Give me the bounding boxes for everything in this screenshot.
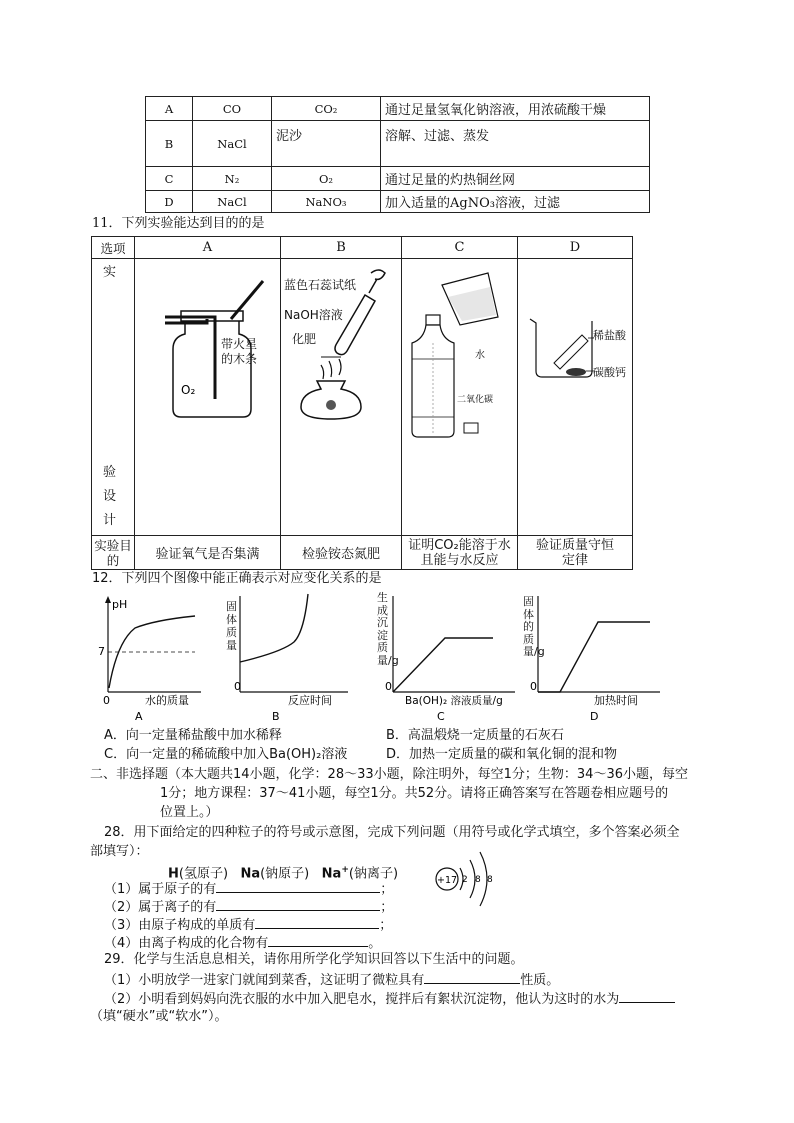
item-end: ； (380, 900, 394, 915)
section2-header-2: 1分；地方课程：37～41小题，每空1分。共52分。请将正确答案写在答题卷相应题号的 (160, 786, 669, 801)
graph-b-ylabel: 固体质量 (226, 600, 237, 652)
figure-a-cell (135, 259, 281, 536)
xlabel: 加热时间 (594, 694, 638, 707)
arrow-icon (105, 596, 111, 603)
origin-label: 0 (234, 680, 241, 693)
impurity-cell: NaNO₃ (272, 191, 381, 213)
q28-item-3 (104, 915, 392, 935)
col-header-a: A (135, 237, 281, 259)
naoh-label: NaOH溶液 (284, 308, 343, 322)
purpose-label: 实验目的 (92, 536, 135, 570)
item-label: （1）属于原子的有 (104, 882, 217, 897)
purpose-a: 验证氧气是否集满 (135, 536, 281, 570)
nucleus-charge: +17 (437, 875, 458, 886)
figure-d-cell (518, 259, 633, 536)
na-ion-charge: + (341, 865, 349, 875)
item-end: 。 (368, 936, 382, 951)
option-cell: A (146, 97, 193, 121)
o2-label: O₂ (181, 383, 196, 397)
oxygen-bottle-figure (135, 259, 272, 531)
q29-stem: 29．化学与生活息息相关，请你用所学化学知识回答以下生活中的问题。 (104, 952, 524, 967)
shell-count: 8 (487, 875, 493, 885)
col-header-c: C (402, 237, 518, 259)
cap-loose (464, 423, 478, 433)
shell-count: 2 (462, 875, 468, 885)
origin-label: 0 (530, 680, 537, 693)
substance-cell: CO (193, 97, 272, 121)
xlabel: 水的质量 (145, 694, 189, 707)
design-char: 实 (103, 265, 117, 280)
method-cell: 加入适量的AgNO₃溶液，过滤 (381, 191, 650, 213)
purpose-b: 检验铵态氮肥 (281, 536, 402, 570)
caco3-label: 碳酸钙 (593, 366, 626, 379)
bottle-cap (426, 315, 440, 325)
flame-icon (321, 359, 341, 379)
mass-conservation-figure (518, 259, 632, 531)
method-cell: 溶解、过滤、蒸发 (381, 121, 650, 167)
graph-b (222, 592, 352, 722)
design-char: 验 (103, 465, 117, 480)
h-name: (氢原子) (178, 866, 229, 882)
graph-c-ylabel: 生成沉淀质量/g (377, 591, 399, 667)
item-end: 性质。 (520, 973, 560, 988)
water-label: 水 (475, 350, 485, 361)
litmus-paper-curl (371, 270, 385, 279)
q28-item-2 (104, 897, 393, 917)
graph-letter: A (135, 710, 143, 722)
splint (231, 281, 263, 319)
graph-letter: B (272, 710, 280, 722)
answer-blank[interactable] (216, 879, 380, 893)
graph-letter: C (437, 710, 445, 722)
q28-item-1 (104, 879, 393, 899)
item-label: （2）小明看到妈妈向洗衣服的水中加入肥皂水，搅拌后有絮状沉淀物，他认为这时的水为 (104, 992, 620, 1007)
litmus-label: 蓝色石蕊试纸 (284, 278, 357, 292)
section2-header: 二、非选择题（本大题共14小题，化学：28～33小题，除注明外，每空1分；生物：34～36小题，每空 (90, 767, 688, 782)
na-ion-name: (钠离子) (348, 866, 399, 882)
xlabel: 反应时间 (288, 694, 332, 707)
graph-c-curve (393, 638, 493, 692)
answer-blank[interactable] (268, 933, 368, 947)
item-label: （4）由离子构成的化合物有 (104, 936, 269, 951)
graph-letter: D (590, 710, 599, 722)
item-end: ； (379, 918, 393, 933)
design-char: 设 (103, 489, 117, 504)
answer-blank[interactable] (619, 989, 675, 1003)
q28-stem: 28．用下面给定的四种粒子的符号或示意图，完成下列问题（用符号或化学式填空，多个答案必须全 (104, 825, 680, 840)
acid-label: 稀盐酸 (593, 329, 626, 342)
option-cell: C (146, 167, 193, 191)
q29-item-1 (104, 970, 559, 990)
substance-cell: NaCl (193, 121, 272, 167)
ylabel: pH (112, 598, 128, 611)
q29-item-2-end: （填“硬水”或“软水”）。 (90, 1009, 228, 1024)
impurity-cell: CO₂ (272, 97, 381, 121)
litmus-paper (369, 279, 377, 293)
xlabel: Ba(OH)₂ 溶液质量/g (405, 695, 503, 707)
shell-count: 8 (475, 875, 481, 885)
tick-7: 7 (98, 645, 105, 658)
q28-item-4 (104, 933, 381, 953)
q11-experiment-table (91, 236, 633, 570)
na-name: (钠原子) (260, 866, 310, 882)
substance-cell: N₂ (193, 167, 272, 191)
answer-blank[interactable] (424, 970, 520, 984)
item-label: （3）由原子构成的单质有 (104, 918, 256, 933)
graph-b-curve (240, 594, 308, 662)
impurity-cell: O₂ (272, 167, 381, 191)
figure-b-cell (281, 259, 402, 536)
q11-title: 11．下列实验能达到目的的是 (92, 216, 265, 231)
origin-label: 0 (103, 694, 110, 707)
design-label-cell (92, 259, 135, 536)
answer-blank[interactable] (216, 897, 380, 911)
item-end: ； (380, 882, 394, 897)
q12-option-d: D．加热一定质量的碳和氧化铜的混和物 (386, 747, 618, 762)
table-row (92, 259, 633, 536)
q12-title: 12．下列四个图像中能正确表示对应变化关系的是 (92, 571, 382, 586)
graph-d-curve (538, 622, 650, 692)
option-cell: B (146, 121, 193, 167)
caco3-lumps (566, 368, 586, 376)
electron-shell (480, 852, 487, 906)
table-row (146, 97, 650, 121)
figure-c-cell (402, 259, 518, 536)
q12-option-a: A．向一定量稀盐酸中加水稀释 (104, 728, 282, 743)
fertilizer-label: 化肥 (292, 332, 317, 346)
item-label: （2）属于离子的有 (104, 900, 217, 915)
na-symbol: Na (240, 866, 261, 882)
purpose-c: 证明CO₂能溶于水且能与水反应 (402, 536, 518, 570)
q28-stem-2: 部填写）： (90, 844, 149, 859)
table-row (92, 237, 633, 259)
graph-a (95, 592, 205, 722)
q29-item-2 (104, 989, 675, 1009)
co2-label: 二氧化碳 (457, 395, 494, 405)
table-row (146, 121, 650, 167)
splint-label-text: 带火星的木条 (221, 337, 258, 366)
q12-option-b: B．高温煅烧一定质量的石灰石 (386, 728, 564, 743)
col-header-b: B (281, 237, 402, 259)
option-header: 选项 (92, 237, 135, 259)
answer-blank[interactable] (255, 915, 379, 929)
q12-option-c: C．向一定量的稀硫酸中加入Ba(OH)₂溶液 (104, 747, 348, 762)
table-row (92, 536, 633, 570)
gas-bottle (173, 319, 251, 417)
design-char: 计 (103, 513, 117, 528)
ammonium-test-figure (281, 259, 393, 531)
section2-header-3: 位置上。） (160, 805, 219, 820)
lamp-wick (326, 400, 336, 410)
h-symbol: H (168, 866, 179, 882)
purification-table (145, 96, 650, 213)
impurity-cell: 泥沙 (272, 121, 381, 167)
method-cell: 通过足量氢氧化钠溶液，用浓硫酸干燥 (381, 97, 650, 121)
method-cell: 通过足量的灼热铜丝网 (381, 167, 650, 191)
substance-cell: NaCl (193, 191, 272, 213)
cl-ion-structure-diagram (430, 842, 500, 912)
purpose-d: 验证质量守恒定律 (518, 536, 633, 570)
col-header-d: D (518, 237, 633, 259)
option-cell: D (146, 191, 193, 213)
test-tube (335, 295, 375, 355)
na-ion-symbol: Na (321, 866, 342, 882)
graph-d-ylabel: 固体的质量/g (523, 595, 545, 658)
origin-label: 0 (385, 680, 392, 693)
item-label: （1）小明放学一进家门就闻到菜香，这证明了微粒具有 (104, 973, 425, 988)
table-row (146, 167, 650, 191)
table-row (146, 191, 650, 213)
